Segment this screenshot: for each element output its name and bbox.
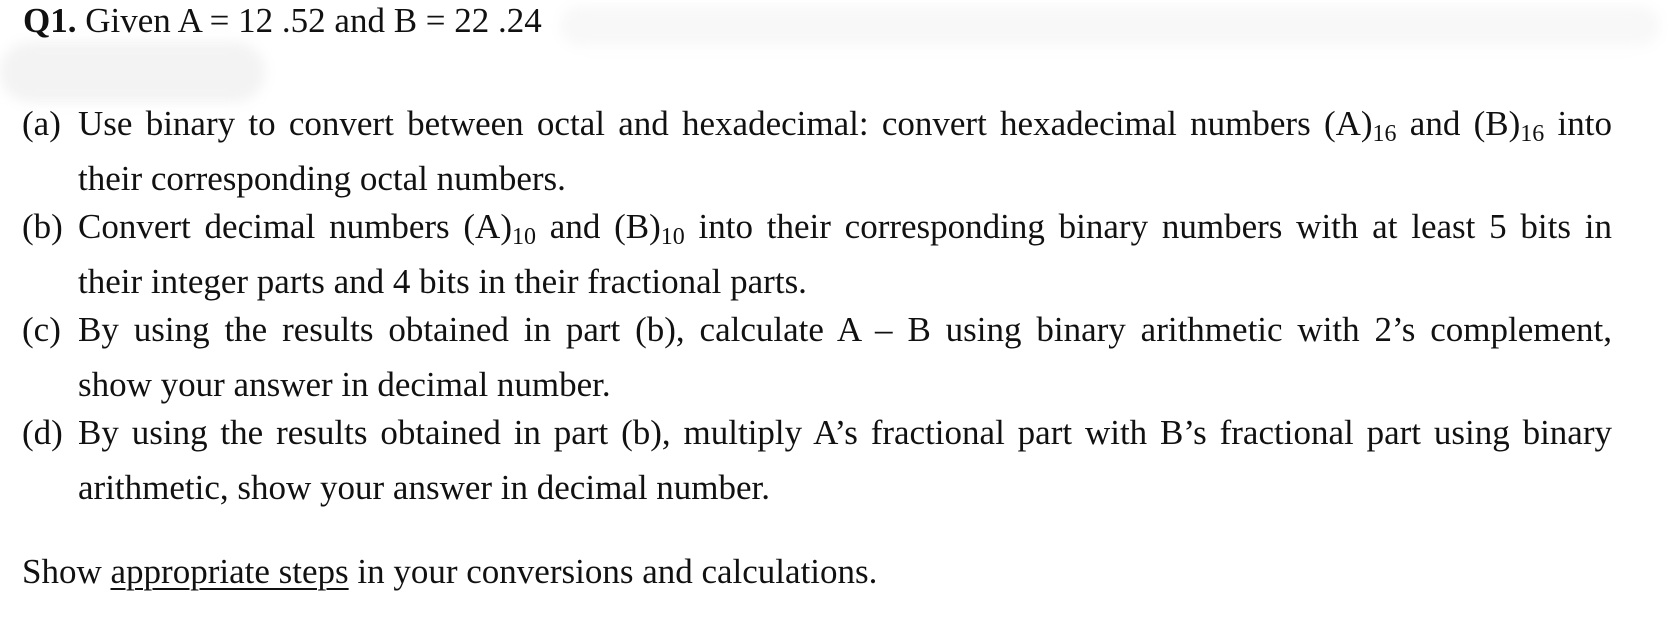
part-text-line: arithmetic, show your answer in decimal number. — [78, 468, 771, 507]
base-subscript: 16 — [1372, 121, 1397, 147]
question-given: Given A = 12 .52 and B = 22 .24 — [76, 1, 542, 40]
part-text-line — [78, 96, 1612, 151]
text-segment: Show — [22, 552, 111, 591]
part-body — [78, 96, 1612, 206]
base-subscript: 10 — [660, 224, 685, 250]
text-segment: in your conversions and calculations. — [348, 552, 878, 591]
background-smudge — [560, 6, 1660, 46]
part-text-line: By using the results obtained in part (b), multiply A’s fractional part with B’s fractional part using binary — [78, 413, 1612, 452]
part-text-line: By using the results obtained in part (b), calculate A – B using binary arithmetic with 2’s complement, — [78, 310, 1612, 349]
part-label: (c) — [22, 310, 61, 349]
part-text-line: their corresponding octal numbers. — [78, 159, 566, 198]
question-number: Q1. — [23, 1, 77, 40]
part-body — [78, 302, 1612, 412]
part-label: (a) — [22, 104, 61, 143]
background-smudge — [0, 42, 265, 102]
part-label: (d) — [22, 413, 63, 452]
part-body — [78, 199, 1612, 309]
text-segment: Convert decimal numbers (A) — [78, 207, 512, 246]
question-heading — [23, 1, 542, 41]
base-subscript: 16 — [1520, 121, 1545, 147]
base-subscript: 10 — [512, 224, 536, 250]
text-segment: and (B) — [536, 207, 661, 246]
instruction-footer — [22, 552, 877, 592]
part-text-line — [78, 199, 1612, 254]
part-text-line: their integer parts and 4 bits in their fractional parts. — [78, 262, 807, 301]
text-segment: Use binary to convert between octal and hexadecimal: convert hexadecimal numbers (A) — [78, 104, 1373, 143]
part-text-line: show your answer in decimal number. — [78, 365, 611, 404]
text-segment: and (B) — [1396, 104, 1521, 143]
text-segment: into — [1544, 104, 1612, 143]
text-segment: into their corresponding binary numbers with at least 5 bits in — [684, 207, 1612, 246]
part-label: (b) — [22, 207, 63, 246]
part-body — [78, 405, 1612, 515]
emphasized-text: appropriate steps — [110, 552, 349, 591]
